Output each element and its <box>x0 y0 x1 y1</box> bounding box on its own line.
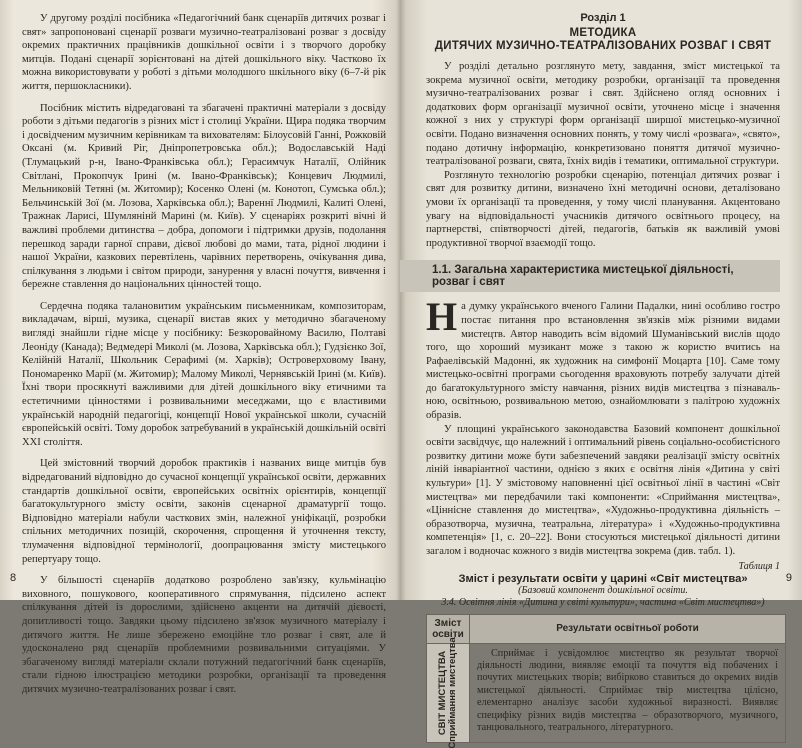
page-number: 9 <box>785 572 792 584</box>
table-title: Зміст і результати освіти у царині «Світ мистецтва» <box>458 572 748 585</box>
paragraph: У другому розділі посібника «Педагогічний банк сценаріїв дитячих розваг і свят» запропоновані сценарії розваги музично-театралізовані розваг з досвіду окремих практичних працівників дошкільної освіти і з творчого доробку митців. Подані сценарії зорієнтовані на дітей дошкільного віку. Частково їх можна використовувати у роботі з дітьми молодшого шкільного віку (6–7-й рік життя, першокласники). <box>22 13 386 92</box>
row-head-label <box>438 637 458 748</box>
left-page <box>0 0 400 695</box>
table-label: Таблиця 1 <box>738 560 780 572</box>
table-cell <box>470 643 786 742</box>
paragraph-text: а думку українського вченого Галини Падалки, нині особливо гостро постає питання про встановлення зв'язків між різними видами мистецтв. Автор наводить всім відомий Шуманівський вислів щодо того, що хороший музикант може з такою ж користю вчитись на Рафаелівській Мадонні, як художник на симфонії Моцарта [10]. Саме тому мистецько-освітні програми сьогодення враховують потребу залучати дітей до багатокультурного змісту навчання, різних видів мистецтва з пізнавальною, освітньою, розвивальною метою, ознайомлювати з палітрою художніх образів. <box>426 301 780 422</box>
table-cell-text: Сприймає і усвідомлює мистецтво як результат творчої діяльності людини, виявляє емоції та почуття від побачених і почутих мистецьких творів; вибірково ставиться до окремих видів мистецької діяльності. Сприймає твір мистецтва цілісно, елементарно аналізує засоби художньої виразності. Виявляє специфіку різних видів мистецтва – образотворчого, музичного, танцювального, театрального, літературного. <box>477 647 778 734</box>
drop-cap: Н <box>426 294 458 340</box>
section-title: МЕТОДИКА <box>569 27 637 39</box>
table-header-row <box>427 614 786 643</box>
paragraph <box>426 294 780 422</box>
paragraph: Посібник містить відредаговані та збагачені практичні матеріали з досвіду роботи з дітьми педагогів з різних міст і столиці України. Щира подяка творчим і досвідченим музичним керівникам та вихователям: Білоусовій Ганні, Рожковій Оксані (м. Кривий Ріг, Дніпропетровська обл.); Водославській Наді (Тлумацький р-н, Івано-Франківська обл.); Герасимчук Наталії, Олійник Світлані, Прокопчук Ірині (м. Івано-Франківськ); Концевич Людмилі, Мельниковій Тетяні (м. Житомир); Косенко Олені (м. Конотоп, Сумська обл.); Бельчинській Зої (м. Лозова, Харківська обл.); Вареннї Людмилі, Калиті Олені, Тражнак Ларисі, Шумлянінй Марині (м. Київ). У сценаріях розкриті вічні й важливі проблеми дитинства – добра, допомоги і підтримки друзів, подолання перешкод заради гарної справи, дієвої любові до мами, тата, рідної людини і нашої України, казкових перевтілень, чарівних перетворень, очікування дива, спілкування з людьми і світом природи, занурення у власні почуття, вивчення і бережне ставлення до національних цінностей тощо. <box>22 102 386 291</box>
table-subtitle: (Базовий компонент дошкільної освіти. <box>518 584 688 596</box>
section-subtitle: ДИТЯЧИХ МУЗИЧНО-ТЕАТРАЛІЗОВАНИХ РОЗВАГ І СВЯТ <box>434 40 772 52</box>
table-row-head <box>427 636 470 748</box>
table-header-content: Зміст освіти <box>427 614 470 643</box>
table-header-results: Результати освітньої роботи <box>470 614 786 643</box>
results-table <box>426 614 786 748</box>
intro <box>426 60 780 250</box>
paragraph: Цей змістовний творчий доробок практиків і названих вище митців був відредагований відповідно до сучасної концепції української освіти, державних стандартів дошкільної освіти, європейських освітніх орієнтирів, концепції багатокультурного змісту освіти, законів сценарної драматургії тощо. Відповідно матеріали набули часткових змін, належної уніфікації, розробки спільних методичних позицій, скорочення, спрощення й уточнення тексту, тлумачення відповідної термінології, доопрацювання змісту мистецького репертуару тощо. <box>22 458 386 565</box>
paragraph: Сердечна подяка талановитим українським письменникам, композиторам, викладачам, віршi, музика, сценарії вистав яких у методично збагаченому вигляді знайшли гідне місце у посібнику: Безкоровайному Василю, Полтаві Леоніду (Канада); Ведмедері Миколі (м. Лозова, Харківська обл.); Гудзієнко Зої, Келійній Наталії, Школьник Серафимі (м. Харків); Островерховому Івану, Пономаренко Марії (м. Житомир); Малому Миколі, Чернявській Ірині (м. Київ). Їхні твори просякнуті важливими для дітей дошкільного віку етичними та естетичними цінностями і розвивальними меседжами, що є властивими українській народній педагогіці, концепції Нової української школи, сучасній європейській освіті. Тому доробок затребуваний в українській дошкільній освіті XXI століття. <box>22 300 386 448</box>
paragraph: У розділі детально розглянуто мету, завдання, зміст мистецької та зокрема музичної освіти, методику розробки, організації та проведення музично-театралізованих розваг і свят. Здійснено огляд основних і додаткових форм організації музичної освіти, уточнено місце і значення кожної з них у структурі форм організації ширшої мистецько-музичної освіти. Подано визначення основних понять, у тому числі «розвага», «свято», подано дотичну інформацію, конкретизовано поняття дитячої музично-театралізованої розваги, свята, їхніх видів і тематики, оптимальної структури. <box>426 61 780 168</box>
section-header <box>426 12 780 52</box>
row-head-line: Сприймання мистецтва <box>447 636 458 748</box>
paragraph: Розглянуто технологію розробки сценарію, потенціал дитячих розваг і свят для розвитку дитини, визначено їхні методичні основи, деталізовано умови їх організації та проведення, у тому числі планування. Акцентовано увагу на відповідальності учасників дитячого освітнього процесу, на партнерстві, співтворчості дітей, педагогів, батьків як важливій умові продуктивної творчої взаємодії тощо. <box>426 169 780 249</box>
row-head-line: СВІТ МИСТЕЦТВА <box>437 650 448 735</box>
paragraph: У більшості сценаріїв додатково розроблено зав'язку, кульмінацію виховного, пошукового, кооперативного спрямування, підсилено аспект спілкування дітей із дорослими, здійснено акценти на дитячій дієвості, допитливості тощо. Завдяки цьому підсилено зв'язок музичного матеріалу і дитячого життя. Не лише збережено емоційне тло розваг і свят, але й удосконалено ряд сценаріїв проблемними розвивальними ситуаціями. У збагаченому вигляді матеріали склали потужний педагогічний банк сценаріїв, стали гідною ілюстрацією методики розробки, організації та проведення дитячих музично-театралізованих розваг і свят. <box>22 575 386 695</box>
paragraph: У площині українського законодавства Базовий компонент дошкільної освіти засвідчує, що належний і оптимальний рівень соціально-особистісного розвитку дитини може бути забезпечений завдяки реалізації змісту освітніх ліній інваріантної частини, однією з яких є освітня лінія «Дитина у світі культури» [1]. У змістовому наповненні цієї освітньої лінії в частині «Світ мистецтва» ми передбачили такі компоненти: «Сприймання мистецтва», «Ціннісне ставлення до мистецтва», «Художньо-продуктивна діяльність – образотворча, музична, театральна, література» і «Художньо-продуктивна компетенція» [1, с. 20–22]. Вони стосуються мистецької діяльності дитини загалом і водночас кожного з видів мистецтва зокрема (див. табл. 1). <box>426 423 780 557</box>
table-row <box>427 643 786 742</box>
right-page <box>400 0 802 748</box>
subsection-heading: 1.1. Загальна характеристика мистецької діяльності, розваг і свят <box>400 260 780 292</box>
table-subtitle: 3.4. Освітня лінія «Дитина у світі культури», частина «Світ мистецтва») <box>441 597 765 609</box>
section-label: Розділ 1 <box>580 12 626 24</box>
page-number: 8 <box>10 572 17 584</box>
